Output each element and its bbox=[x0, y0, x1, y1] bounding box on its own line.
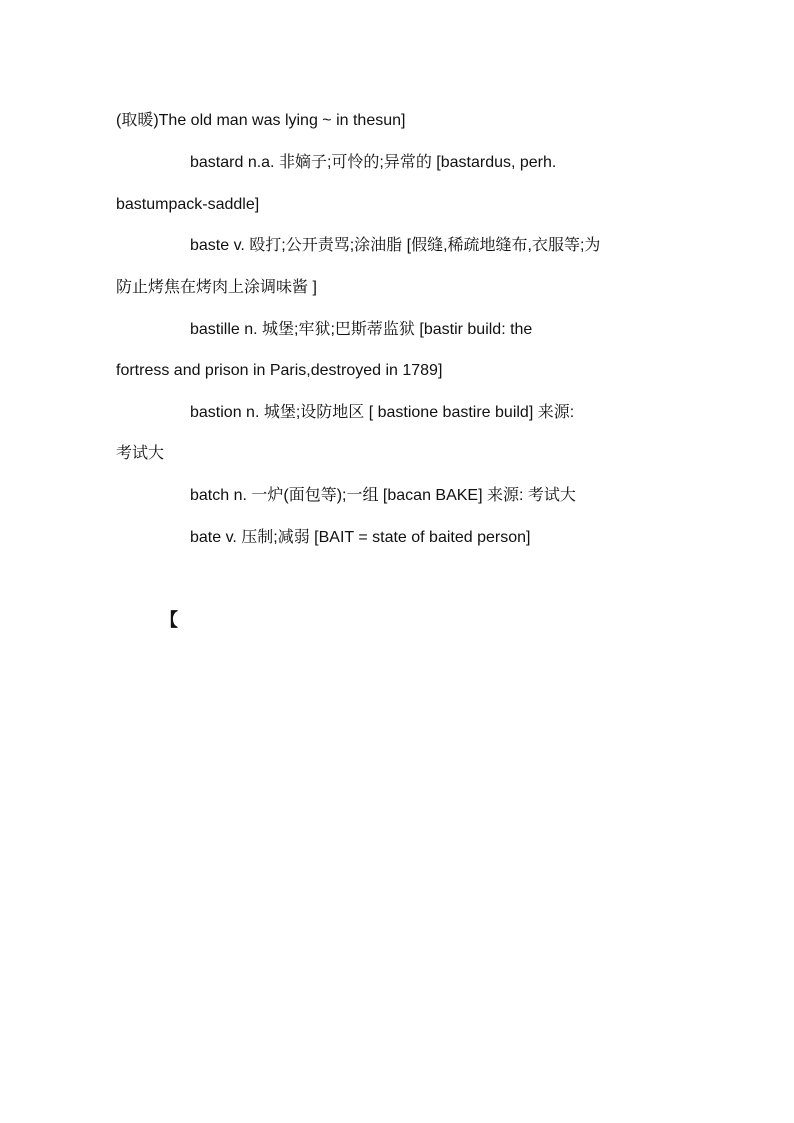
entry-bastille-continued: fortress and prison in Paris,destroyed in 1789] bbox=[116, 362, 443, 379]
entry-bastion-continued: 考试大 bbox=[116, 445, 165, 462]
entry-bastille: bastille n. 城堡;牢狱;巴斯蒂监狱 [bastir build: the bbox=[190, 321, 533, 338]
entry-bastard: bastard n.a. 非嫡子;可怜的;异常的 [bastardus, perh. bbox=[190, 154, 557, 171]
entry-bastard-continued: bastumpack-saddle] bbox=[116, 196, 260, 213]
entry-baste: baste v. 殴打;公开责骂;涂油脂 [假缝,稀疏地缝布,衣服等;为 bbox=[190, 237, 601, 254]
entry-batch: batch n. 一炉(面包等);一组 [bacan BAKE] 来源: 考试大 bbox=[190, 487, 576, 504]
text-line-warm-sun: (取暖)The old man was lying ~ in thesun] bbox=[116, 112, 406, 129]
entry-bate: bate v. 压制;减弱 [BAIT = state of baited person] bbox=[190, 529, 531, 546]
entry-baste-continued: 防止烤焦在烤肉上涂调味酱 ] bbox=[116, 279, 317, 296]
bracket-mark: 【 bbox=[160, 610, 178, 630]
entry-bastion: bastion n. 城堡;设防地区 [ bastione bastire build] 来源: bbox=[190, 404, 575, 421]
